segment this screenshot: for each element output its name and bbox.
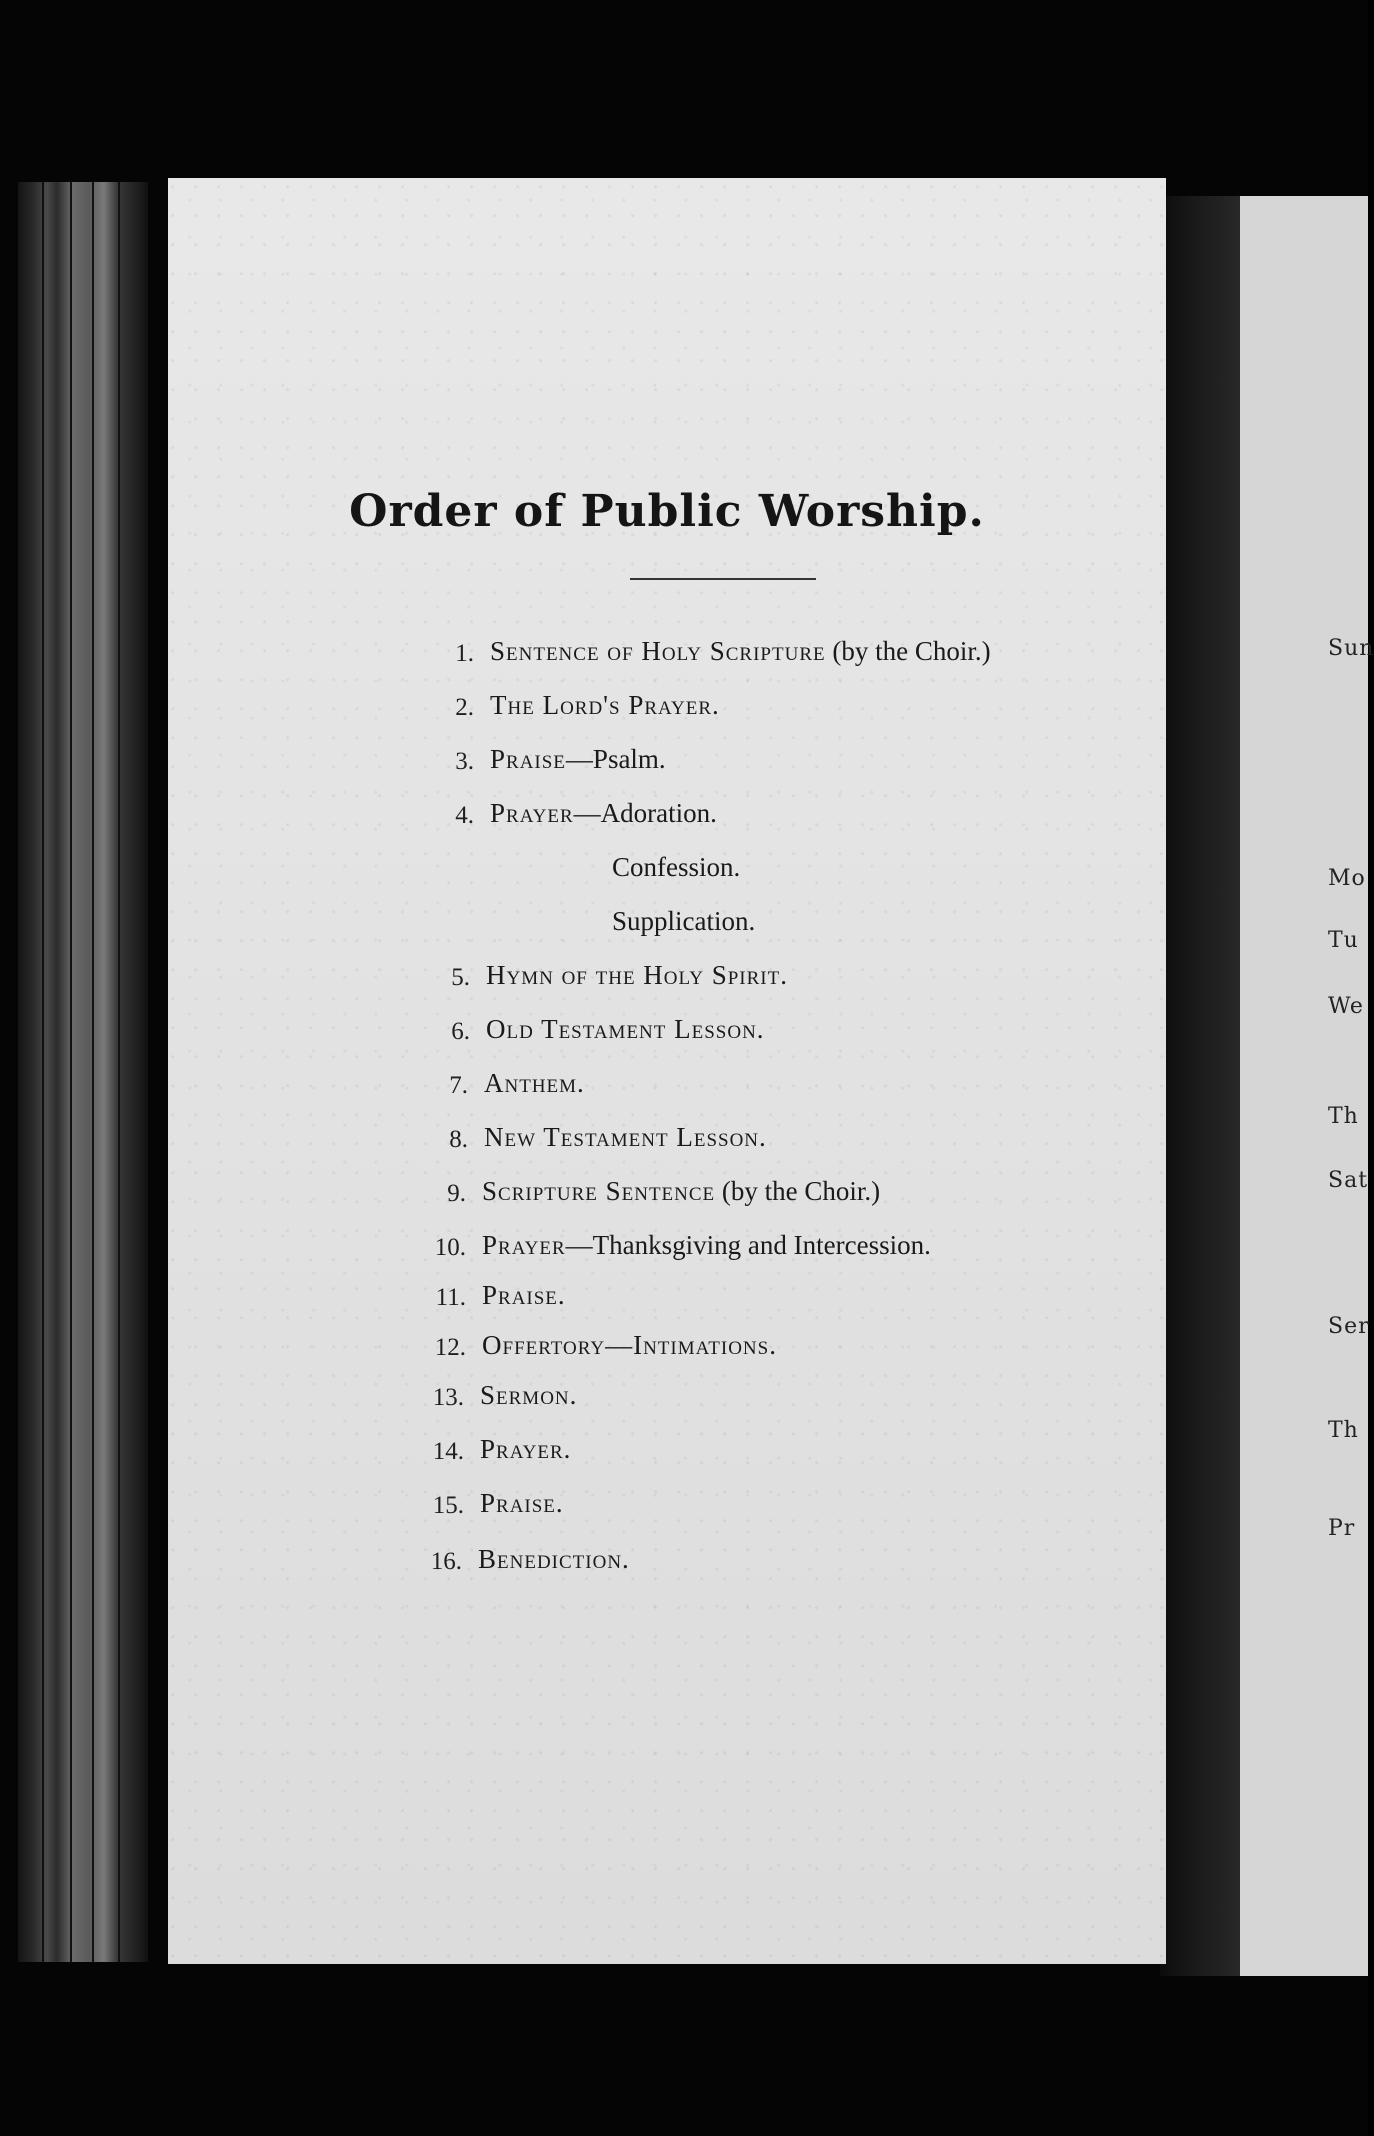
list-item [490, 636, 991, 667]
document-page [168, 178, 1166, 1964]
list-item [484, 1068, 585, 1099]
item-number: 7. [449, 1072, 468, 1099]
item-heading: Prayer [490, 798, 574, 828]
item-number: 12. [434, 1334, 466, 1361]
item-number: 11. [435, 1284, 466, 1311]
item-detail: Supplication. [612, 906, 756, 936]
item-number: 14. [432, 1438, 464, 1465]
page-title: Order of Public Worship. [349, 486, 985, 537]
list-item [484, 1122, 767, 1153]
list-item [480, 1488, 564, 1519]
item-number: 15. [432, 1492, 464, 1519]
item-heading: Prayer. [480, 1434, 572, 1464]
item-number: 2. [455, 694, 474, 721]
list-item [478, 1544, 630, 1575]
facing-fragment: Tu [1328, 928, 1359, 953]
list-item [490, 744, 666, 775]
item-detail: Confession. [612, 852, 741, 882]
item-detail: (by the Choir.) [715, 1176, 881, 1206]
item-heading: Benediction. [478, 1544, 630, 1574]
item-heading: Sermon. [480, 1380, 578, 1410]
item-heading: Old Testament Lesson. [486, 1014, 765, 1044]
list-item-continuation [612, 906, 755, 937]
item-detail: —Thanksgiving and Intercession. [565, 1230, 931, 1260]
facing-fragment: Mo [1328, 866, 1366, 891]
list-item [482, 1280, 566, 1311]
item-heading: The Lord's Prayer. [490, 690, 720, 720]
book-page-edges [18, 182, 148, 1962]
facing-fragment: We [1328, 994, 1364, 1019]
facing-fragment: Pr [1328, 1516, 1356, 1541]
list-item [490, 798, 717, 829]
item-number: 1. [455, 640, 474, 667]
item-number: 4. [455, 802, 474, 829]
facing-page [1240, 196, 1368, 1976]
list-item [482, 1176, 880, 1207]
item-heading: Prayer [482, 1230, 566, 1260]
item-number: 6. [451, 1018, 470, 1045]
facing-fragment: Sat [1328, 1168, 1369, 1193]
item-number: 10. [434, 1234, 466, 1261]
facing-fragment: Ser [1328, 1314, 1370, 1339]
list-item [480, 1380, 577, 1411]
item-heading: Hymn of the Holy Spirit. [486, 960, 788, 990]
list-item [480, 1434, 571, 1465]
title-rule [630, 578, 816, 580]
item-heading: Praise. [480, 1488, 564, 1518]
item-number: 3. [455, 748, 474, 775]
item-heading: Praise [490, 744, 566, 774]
item-number: 8. [449, 1126, 468, 1153]
facing-fragment: Th [1328, 1104, 1359, 1129]
item-detail: —Psalm. [565, 744, 666, 774]
list-item [490, 690, 720, 721]
item-number: 9. [447, 1180, 466, 1207]
item-heading: Anthem. [484, 1068, 585, 1098]
item-detail: (by the Choir.) [825, 636, 991, 666]
item-heading: Praise. [482, 1280, 566, 1310]
facing-fragment: Sun [1328, 636, 1374, 661]
list-item [482, 1330, 777, 1361]
item-heading: New Testament Lesson. [484, 1122, 767, 1152]
item-heading: Scripture Sentence [482, 1176, 716, 1206]
gutter-shadow [1160, 196, 1250, 1976]
item-number: 5. [451, 964, 470, 991]
facing-fragment: Th [1328, 1418, 1359, 1443]
item-number: 16. [430, 1548, 462, 1575]
item-heading: Sentence of Holy Scripture [490, 636, 826, 666]
list-item [486, 1014, 765, 1045]
list-item-continuation [612, 852, 740, 883]
list-item [482, 1230, 931, 1261]
item-heading: Offertory—Intimations. [482, 1330, 777, 1360]
list-item [486, 960, 788, 991]
item-number: 13. [432, 1384, 464, 1411]
item-detail: —Adoration. [573, 798, 717, 828]
